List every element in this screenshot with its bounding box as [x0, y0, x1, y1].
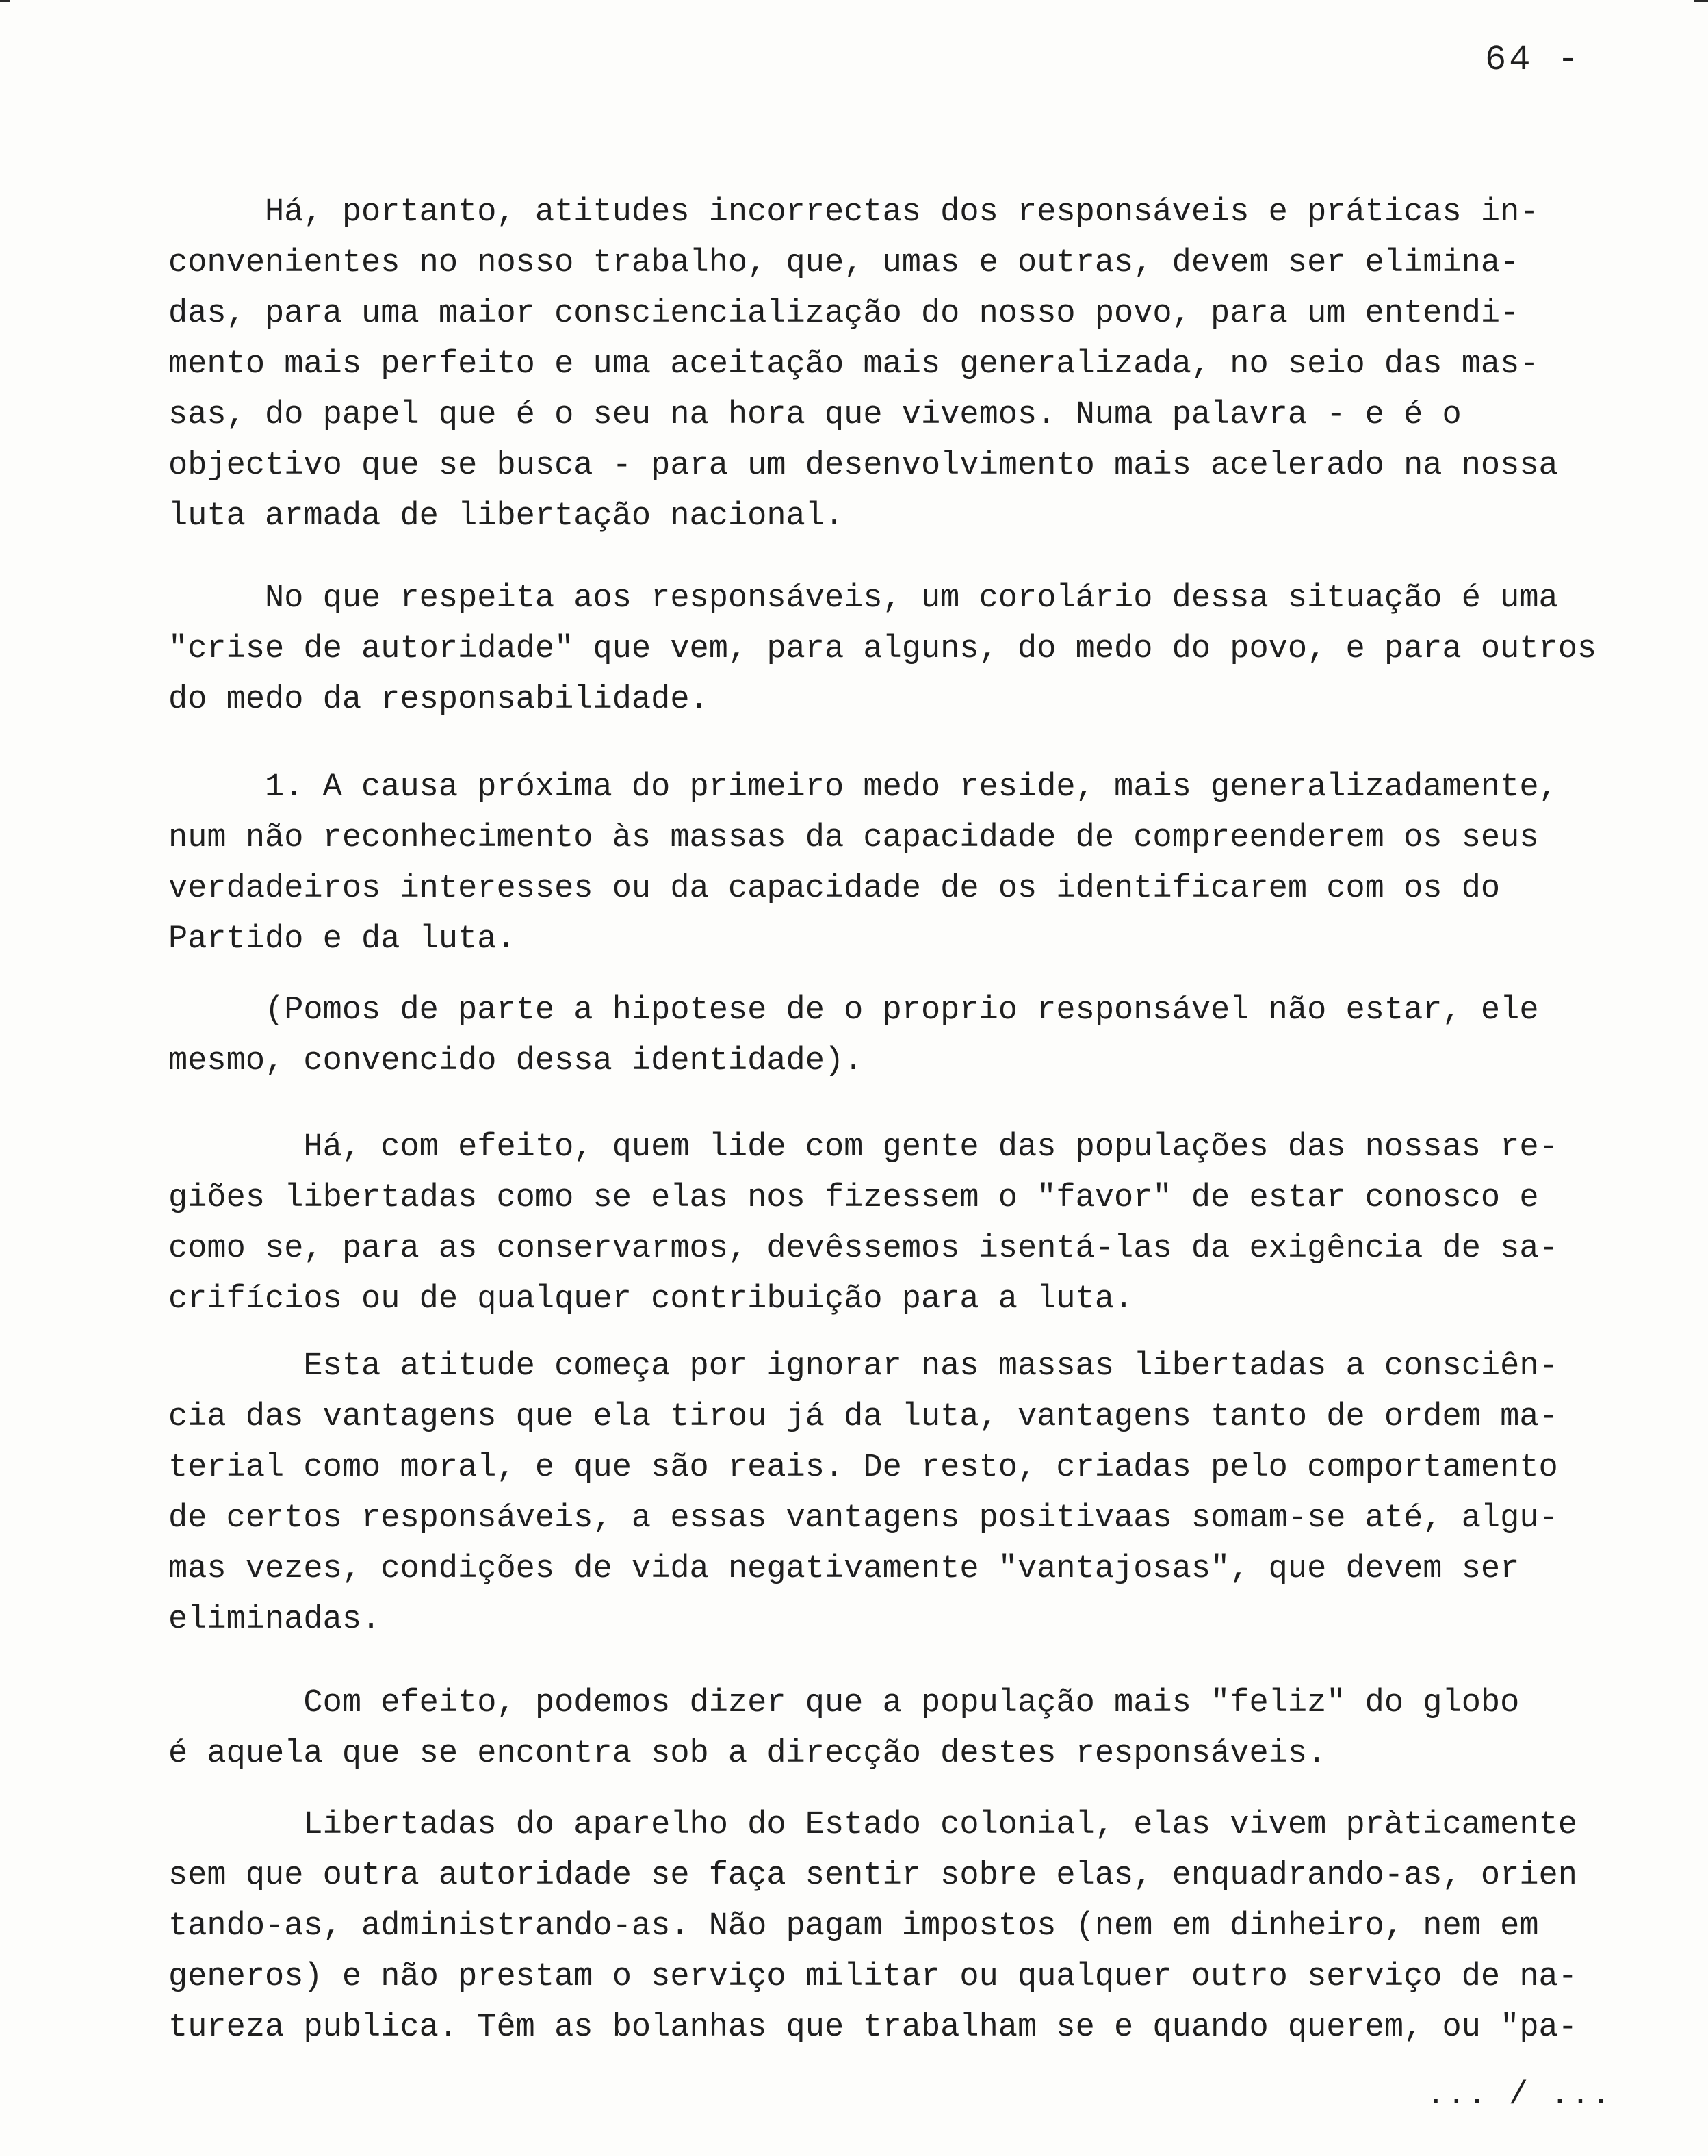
text-line: luta armada de libertação nacional. [168, 498, 844, 535]
text-line: terial como moral, e que são reais. De resto, criadas pelo comportamento [168, 1450, 1558, 1486]
scan-edge-mark-right [1694, 0, 1708, 2]
text-line: convenientes no nosso trabalho, que, umas e outras, devem ser elimina- [168, 245, 1520, 281]
text-line: eliminadas. [168, 1602, 381, 1638]
scan-edge-mark-left [0, 0, 10, 2]
text-line: "crise de autoridade" que vem, para alguns, do medo do povo, e para outros [168, 631, 1597, 667]
text-line: giões libertadas como se elas nos fizessem o "favor" de estar conosco e [168, 1180, 1539, 1216]
text-line: mas vezes, condições de vida negativamente "vantajosas", que devem ser [168, 1551, 1520, 1587]
text-line: mesmo, convencido dessa identidade). [168, 1043, 864, 1079]
text-line: tureza publica. Têm as bolanhas que trabalham se e quando querem, ou "pa- [168, 2010, 1577, 2046]
paragraph-4 [168, 986, 1694, 1087]
text-line: crifícios ou de qualquer contribuição para a luta. [168, 1281, 1134, 1318]
text-line: sas, do papel que é o seu na hora que vivemos. Numa palavra - e é o [168, 397, 1462, 433]
text-line: cia das vantagens que ela tirou já da luta, vantagens tanto de ordem ma- [168, 1399, 1558, 1435]
page-number: 64 - [1485, 40, 1581, 80]
text-line: 1. A causa próxima do primeiro medo reside, mais generalizadamente, [168, 769, 1558, 806]
text-line: No que respeita aos responsáveis, um corolário dessa situação é uma [168, 580, 1558, 617]
text-line: num não reconhecimento às massas da capacidade de compreenderem os seus [168, 820, 1539, 856]
text-line: Há, portanto, atitudes incorrectas dos responsáveis e práticas in- [168, 194, 1539, 231]
paragraph-5 [168, 1122, 1694, 1325]
paragraph-1 [168, 188, 1694, 542]
text-line: Com efeito, podemos dizer que a população mais "feliz" do globo [168, 1685, 1520, 1721]
text-line: tando-as, administrando-as. Não pagam impostos (nem em dinheiro, nem em [168, 1908, 1539, 1945]
text-line: como se, para as conservarmos, devêssemos isentá-las da exigência de sa- [168, 1231, 1558, 1267]
text-line: Libertadas do aparelho do Estado colonial, elas vivem pràticamente [168, 1807, 1577, 1843]
text-line: Há, com efeito, quem lide com gente das populações das nossas re- [168, 1129, 1558, 1166]
text-line: sem que outra autoridade se faça sentir sobre elas, enquadrando-as, orien [168, 1858, 1577, 1894]
text-line: verdadeiros interesses ou da capacidade de os identificarem com os do [168, 871, 1501, 907]
text-line: objectivo que se busca - para um desenvolvimento mais acelerado na nossa [168, 448, 1558, 484]
text-line: generos) e não prestam o serviço militar ou qualquer outro serviço de na- [168, 1959, 1577, 1995]
paragraph-7 [168, 1678, 1694, 1780]
continuation-mark: ... / ... [1426, 2077, 1612, 2114]
paragraph-2 [168, 574, 1694, 726]
text-line: de certos responsáveis, a essas vantagens positivaas somam-se até, algu- [168, 1500, 1558, 1537]
paragraph-3 [168, 762, 1694, 965]
text-line: Esta atitude começa por ignorar nas massas libertadas a consciên- [168, 1348, 1558, 1385]
paragraph-6 [168, 1342, 1694, 1645]
text-line: é aquela que se encontra sob a direcção destes responsáveis. [168, 1736, 1327, 1772]
text-line: (Pomos de parte a hipotese de o proprio responsável não estar, ele [168, 992, 1539, 1029]
text-line: do medo da responsabilidade. [168, 682, 709, 718]
text-line: das, para uma maior consciencialização do nosso povo, para um entendi- [168, 296, 1520, 332]
paragraph-8 [168, 1800, 1694, 2053]
text-line: Partido e da luta. [168, 921, 516, 958]
text-line: mento mais perfeito e uma aceitação mais generalizada, no seio das mas- [168, 346, 1539, 383]
